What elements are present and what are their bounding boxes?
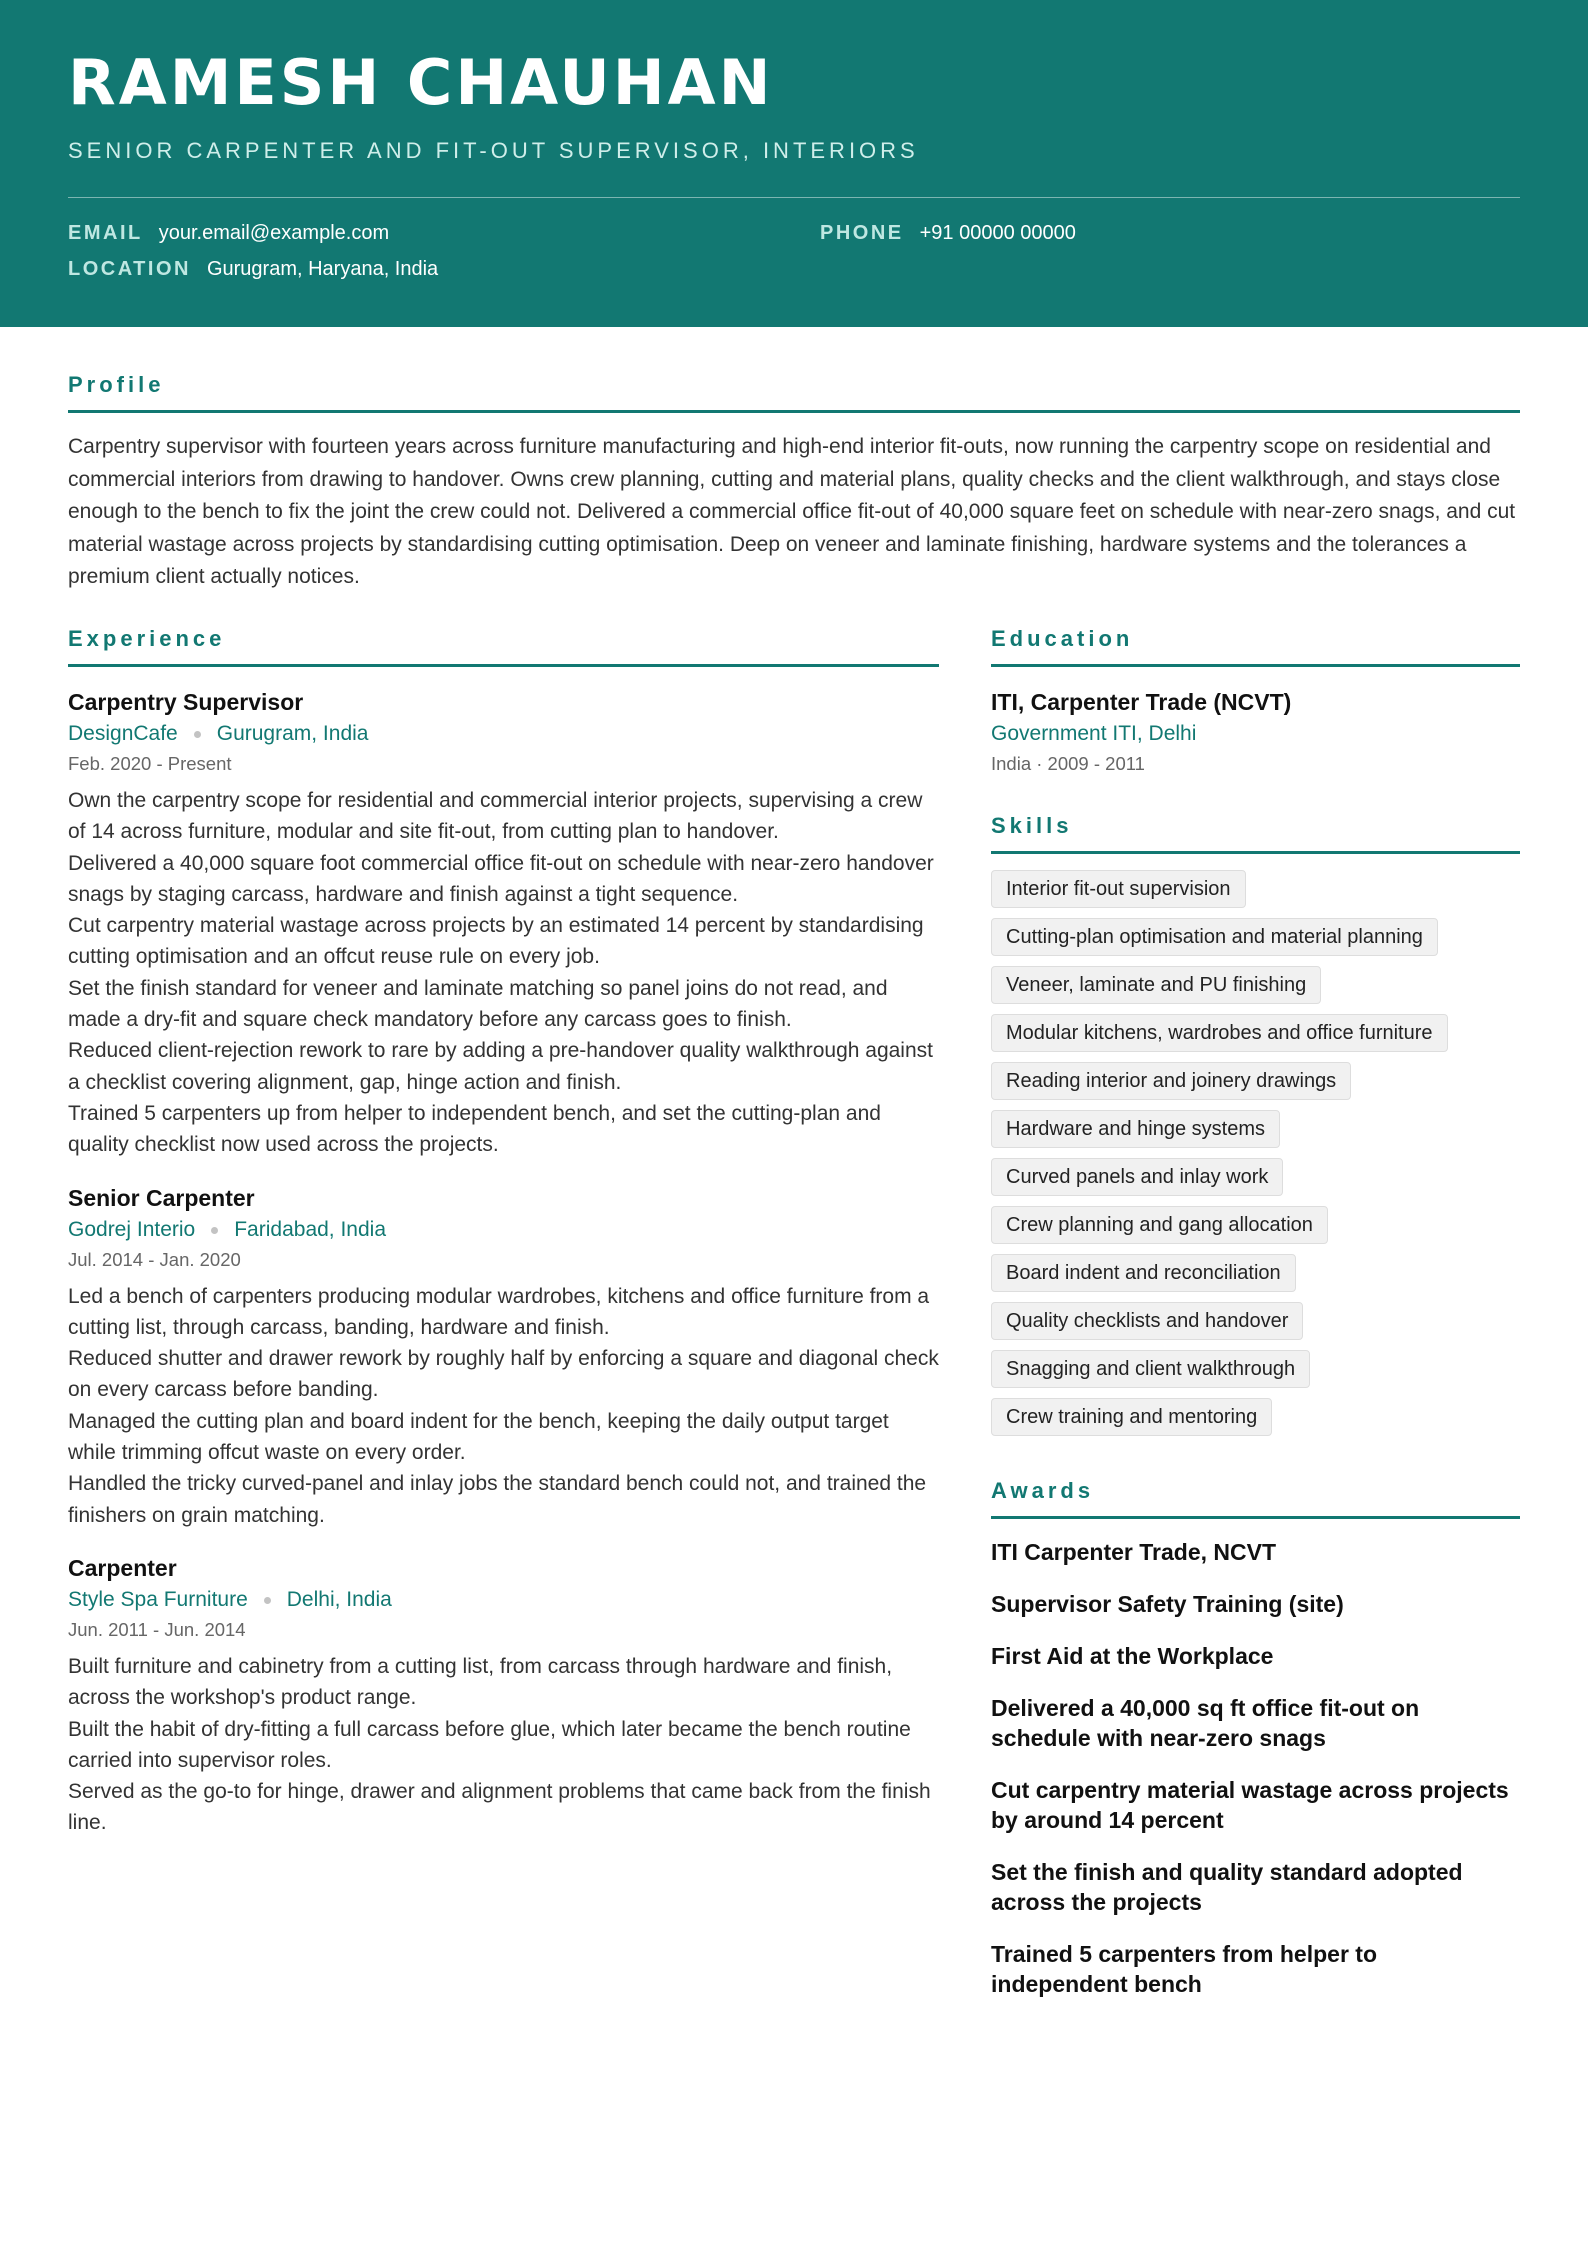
separator-dot-icon <box>211 1227 218 1234</box>
job-location: Gurugram, India <box>216 722 369 745</box>
job-bullets <box>68 785 939 1161</box>
skill-chip: Interior fit-out supervision <box>991 870 1246 908</box>
profile-section <box>68 372 1520 594</box>
contact-email <box>68 220 389 246</box>
contact-location-label: LOCATION <box>68 258 191 280</box>
contact-email-label: EMAIL <box>68 222 143 244</box>
skill-chip: Modular kitchens, wardrobes and office furniture <box>991 1014 1448 1052</box>
job-bullet: Set the finish standard for veneer and laminate matching so panel joins do not read, and made a dry-fit and square check mandatory before any carcass goes to finish. <box>68 976 888 1032</box>
job-meta <box>68 1215 939 1245</box>
header-divider <box>68 197 1520 198</box>
skill-chip: Veneer, laminate and PU finishing <box>991 966 1321 1004</box>
contact-location-value: Gurugram, Haryana, India <box>206 258 439 280</box>
job-bullet: Cut carpentry material wastage across projects by an estimated 14 percent by standardising cutting optimisation and an offcut reuse rule on every job. <box>68 914 924 969</box>
job-bullet: Reduced client-rejection rework to rare by adding a pre-handover quality walkthrough against a checklist covering alignment, gap, hinge action and finish. <box>68 1039 933 1094</box>
separator-dot-icon <box>194 731 201 738</box>
job-bullet: Delivered a 40,000 square foot commercial office fit-out on schedule with near-zero handover snags by staging carcass, hardware and finish against a tight sequence. <box>68 851 934 906</box>
skill-chip: Crew training and mentoring <box>991 1398 1272 1436</box>
education-title: Education <box>991 626 1520 667</box>
award-item: Trained 5 carpenters from helper to independent bench <box>991 1941 1378 1997</box>
job-meta <box>68 1585 939 1615</box>
job-company: Style Spa Furniture <box>68 1587 248 1611</box>
job-company: DesignCafe <box>68 722 178 745</box>
education-degree: ITI, Carpenter Trade (NCVT) <box>991 689 1292 715</box>
skill-chip: Curved panels and inlay work <box>991 1158 1283 1196</box>
award-item: Cut carpentry material wastage across projects by around 14 percent <box>991 1777 1509 1833</box>
resume-header <box>0 0 1588 327</box>
job-entry <box>68 1553 939 1839</box>
award-item: Delivered a 40,000 sq ft office fit-out on schedule with near-zero snags <box>991 1695 1420 1751</box>
education-entry <box>991 687 1520 777</box>
job-title: Carpentry Supervisor <box>68 689 304 715</box>
sidebar-column <box>991 626 1520 2021</box>
contact-location <box>68 256 438 282</box>
job-bullet: Built furniture and cabinetry from a cutting list, from carcass through hardware and finish, across the workshop's product range. <box>68 1654 893 1710</box>
job-title: Carpenter <box>68 1554 177 1581</box>
job-location: Delhi, India <box>286 1587 392 1611</box>
skills-title: Skills <box>991 813 1520 854</box>
skill-chip: Quality checklists and handover <box>991 1302 1303 1340</box>
profile-title: Profile <box>68 372 1520 413</box>
skill-chip: Hardware and hinge systems <box>991 1110 1280 1148</box>
job-company: Godrej Interio <box>68 1217 196 1241</box>
skills-list <box>991 870 1520 1436</box>
job-bullet: Own the carpentry scope for residential and commercial interior projects, supervising a crew of 14 across furniture, modular and site fit-out, from cutting plan to handover. <box>68 789 923 844</box>
contact-phone-label: PHONE <box>820 222 904 244</box>
award-item: ITI Carpenter Trade, NCVT <box>991 1539 1277 1565</box>
profile-text: Carpentry supervisor with fourteen years across furniture manufacturing and high-end interior fit-outs, now running the carpentry scope on residential and commercial interiors from drawing to handover. Owns crew planning, cutting and material plans, quality checks and the client walkthrough, and stays close enough to the bench to fix the joint the crew could not. Delivered a commercial office fit-out of 40,000 square feet on schedule with near-zero snags, and cut material wastage across projects by standardising cutting optimisation. Deep on veneer and laminate finishing, hardware systems and the tolerances a premium client actually notices. <box>68 435 1516 588</box>
job-bullet: Managed the cutting plan and board indent for the bench, keeping the daily output target while trimming offcut waste on every order. <box>68 1409 889 1465</box>
job-bullet: Reduced shutter and drawer rework by roughly half by enforcing a square and diagonal check on every carcass before banding. <box>68 1347 939 1402</box>
skill-chip: Board indent and reconciliation <box>991 1254 1296 1292</box>
skill-chip: Reading interior and joinery drawings <box>991 1062 1351 1100</box>
job-bullet: Built the habit of dry-fitting a full carcass before glue, which later became the bench routine carried into supervisor roles. <box>68 1717 911 1772</box>
skill-chip: Cutting-plan optimisation and material planning <box>991 918 1438 956</box>
contact-info <box>68 220 1520 300</box>
job-dates: Jul. 2014 - Jan. 2020 <box>68 1248 241 1270</box>
education-school: Government ITI, Delhi <box>991 722 1197 745</box>
contact-phone-value[interactable]: +91 00000 00000 <box>919 222 1076 244</box>
job-title: Senior Carpenter <box>68 1184 255 1211</box>
contact-phone <box>820 220 1076 246</box>
job-bullet: Led a bench of carpenters producing modular wardrobes, kitchens and office furniture from a cutting list, through carcass, banding, hardware and finish. <box>68 1284 930 1339</box>
skill-chip: Snagging and client walkthrough <box>991 1350 1310 1388</box>
contact-email-value[interactable]: your.email@example.com <box>158 222 390 244</box>
candidate-name: RAMESH CHAUHAN <box>68 46 774 119</box>
job-bullet: Trained 5 carpenters up from helper to independent bench, and set the cutting-plan and quality checklist now used across the projects. <box>68 1101 881 1157</box>
job-dates: Jun. 2011 - Jun. 2014 <box>68 1618 246 1640</box>
job-location: Faridabad, India <box>234 1217 387 1241</box>
candidate-headline: SENIOR CARPENTER AND FIT-OUT SUPERVISOR, INTERIORS <box>68 138 919 163</box>
award-item: Set the finish and quality standard adopted across the projects <box>991 1859 1463 1915</box>
awards-title: Awards <box>991 1478 1520 1519</box>
awards-list <box>991 1537 1520 1999</box>
job-bullets <box>68 1281 939 1531</box>
job-bullets <box>68 1651 939 1839</box>
job-meta <box>68 719 939 749</box>
experience-section <box>68 626 939 1839</box>
job-entry <box>68 687 939 1161</box>
job-bullet: Handled the tricky curved-panel and inlay jobs the standard bench could not, and trained the finishers on grain matching. <box>68 1472 927 1527</box>
award-item: Supervisor Safety Training (site) <box>991 1591 1344 1617</box>
skill-chip: Crew planning and gang allocation <box>991 1206 1328 1244</box>
job-dates: Feb. 2020 - Present <box>68 753 232 774</box>
job-bullet: Served as the go-to for hinge, drawer and alignment problems that came back from the finish line. <box>68 1780 931 1835</box>
award-item: First Aid at the Workplace <box>991 1643 1274 1669</box>
experience-title: Experience <box>68 626 939 667</box>
separator-dot-icon <box>264 1597 271 1604</box>
job-entry <box>68 1183 939 1531</box>
education-meta: India · 2009 - 2011 <box>991 753 1145 774</box>
